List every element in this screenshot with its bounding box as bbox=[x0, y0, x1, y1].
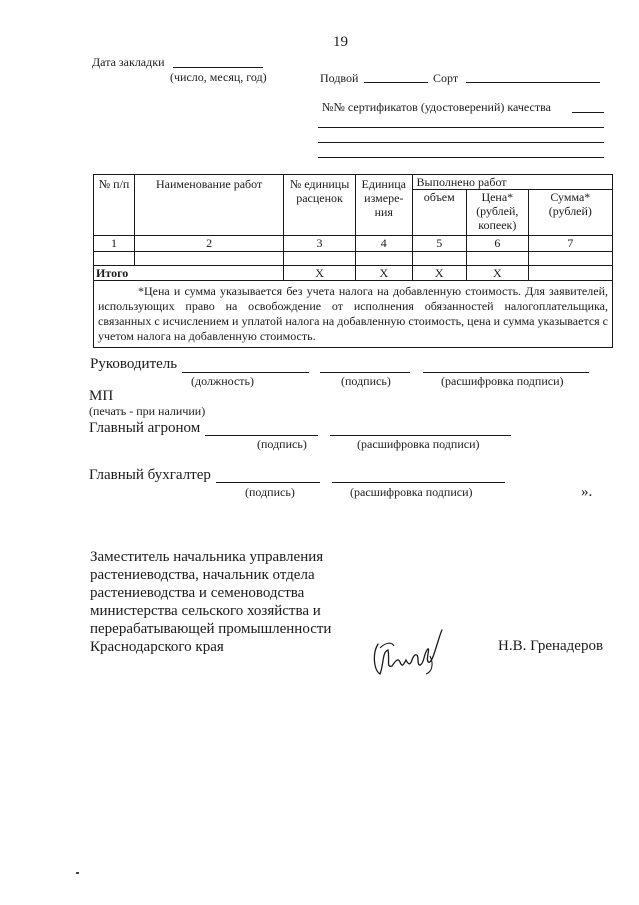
certificates-line-3 bbox=[318, 142, 604, 143]
stray-mark bbox=[76, 872, 79, 874]
decode-hint: (расшифровка подписи) bbox=[357, 437, 480, 451]
col-number-cell: 5 bbox=[412, 236, 466, 252]
decode-hint: (расшифровка подписи) bbox=[350, 485, 473, 499]
head-signature-line bbox=[320, 372, 410, 373]
sort-label: Сорт bbox=[433, 71, 459, 85]
sort-field-line bbox=[466, 82, 600, 83]
col-head-name: Наименование работ bbox=[135, 175, 284, 236]
accountant-signature-line bbox=[216, 482, 320, 483]
col-number-cell: 1 bbox=[94, 236, 135, 252]
col-head-price: Цена* (рублей, копеек) bbox=[466, 190, 528, 236]
closing-quote: ». bbox=[581, 484, 593, 500]
certificates-field-line bbox=[572, 112, 604, 113]
signer-position-line: министерства сельского хозяйства и bbox=[90, 603, 321, 619]
podvoy-field-line bbox=[364, 82, 428, 83]
signer-position-line: растениеводства и семеноводства bbox=[90, 585, 305, 601]
accountant-decode-line bbox=[332, 482, 505, 483]
accountant-label: Главный бухгалтер bbox=[89, 467, 211, 483]
signature-hint: (подпись) bbox=[245, 485, 295, 499]
col-head-measure-unit: Единица измере-ния bbox=[356, 175, 413, 236]
works-table bbox=[93, 174, 613, 348]
col-number-cell: 6 bbox=[466, 236, 528, 252]
x-mark: Х bbox=[466, 266, 528, 281]
position-hint: (должность) bbox=[191, 374, 254, 388]
col-head-rate-unit: № единицы расценок bbox=[284, 175, 356, 236]
signer-position-line: Заместитель начальника управления bbox=[90, 549, 324, 565]
col-number-cell: 3 bbox=[284, 236, 356, 252]
col-number-cell: 2 bbox=[135, 236, 284, 252]
x-mark: Х bbox=[412, 266, 466, 281]
signer-position-line: перерабатывающей промышленности bbox=[90, 621, 332, 637]
head-label: Руководитель bbox=[90, 356, 178, 372]
certificates-label: №№ сертификатов (удостоверений) качества bbox=[322, 100, 551, 114]
total-row bbox=[94, 266, 613, 281]
agronomist-label: Главный агроном bbox=[89, 420, 201, 436]
signature-hint: (подпись) bbox=[341, 374, 391, 388]
signer-name: Н.В. Гренадеров bbox=[498, 638, 604, 654]
head-decode-line bbox=[423, 372, 589, 373]
date-hint: (число, месяц, год) bbox=[170, 70, 267, 84]
certificates-line-2 bbox=[318, 127, 604, 128]
col-number-cell: 4 bbox=[356, 236, 413, 252]
stamp-label: МП bbox=[89, 388, 114, 404]
footnote-text: *Цена и сумма указывается без учета налога на добавленную стоимость. Для заявителей, использующих право на освобождение от исполнения обязанностей налогоплательщика, связанных с исчислением и уплатой налога на добавленную стоимость, цена и сумма указывается с учетом налога на добавленную стоимость. bbox=[98, 284, 609, 343]
handwritten-signature bbox=[368, 624, 448, 680]
total-label: Итого bbox=[94, 266, 284, 281]
agronomist-signature-line bbox=[205, 435, 318, 436]
page-number: 19 bbox=[333, 34, 348, 50]
signer-position-line: Краснодарского края bbox=[90, 639, 224, 655]
date-label: Дата закладки bbox=[92, 55, 165, 69]
col-head-sum: Сумма* (рублей) bbox=[528, 190, 612, 236]
column-number-row bbox=[94, 236, 613, 252]
table-row bbox=[94, 252, 613, 266]
signer-position-line: растениеводства, начальник отдела bbox=[90, 567, 315, 583]
x-mark: Х bbox=[284, 266, 356, 281]
agronomist-decode-line bbox=[330, 435, 511, 436]
footnote-cell bbox=[94, 281, 613, 348]
col-head-volume: объем bbox=[412, 190, 466, 236]
head-position-line bbox=[182, 372, 309, 373]
decode-hint: (расшифровка подписи) bbox=[441, 374, 564, 388]
certificates-line-4 bbox=[318, 157, 604, 158]
x-mark: Х bbox=[356, 266, 413, 281]
signer-position bbox=[90, 548, 331, 656]
col-head-completed: Выполнено работ bbox=[412, 175, 612, 190]
col-head-num: № п/п bbox=[94, 175, 135, 236]
stamp-hint: (печать - при наличии) bbox=[89, 404, 206, 418]
signature-hint: (подпись) bbox=[257, 437, 307, 451]
date-field-line bbox=[173, 67, 263, 68]
podvoy-label: Подвой bbox=[320, 71, 359, 85]
col-number-cell: 7 bbox=[528, 236, 612, 252]
